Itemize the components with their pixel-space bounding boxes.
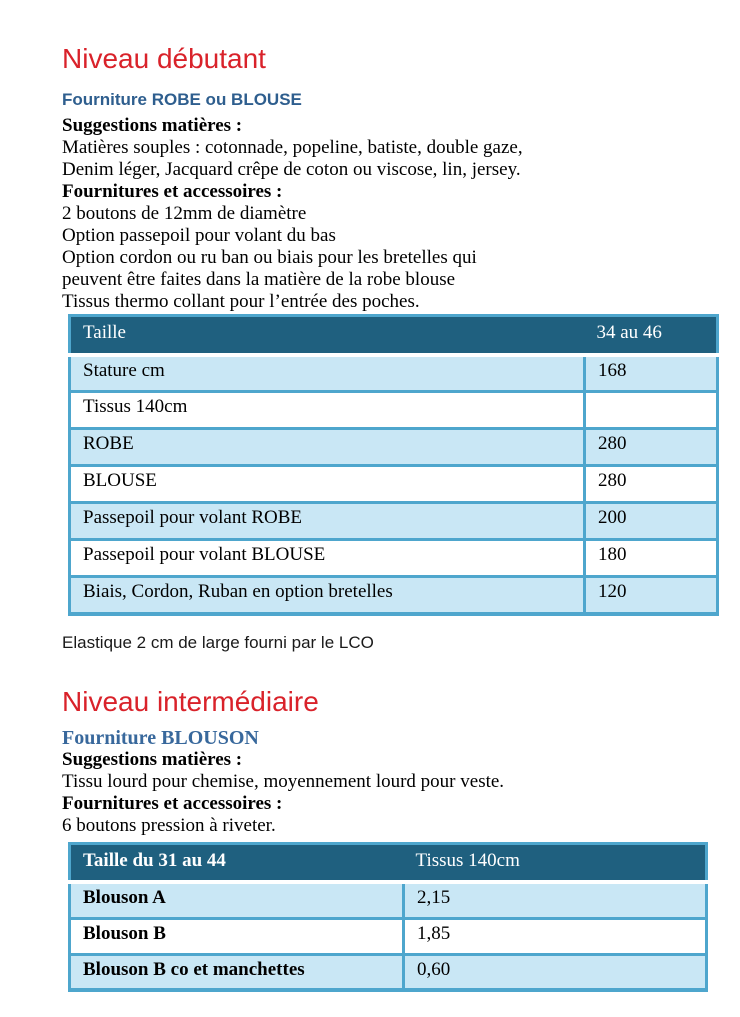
label-suggestions-matieres-2: Suggestions matières : [62,748,243,770]
subtitle-fourniture-blouson: Fourniture BLOUSON [62,726,259,749]
table-cell: Passepoil pour volant ROBE [70,503,585,540]
paragraph-intermediate [62,749,712,837]
paragraph-line: 2 boutons de 12mm de diamètre [62,203,307,224]
table-cell: 1,85 [404,918,707,954]
section-title-intermediate: Niveau intermédiaire [62,685,319,717]
table-row [70,355,718,392]
table-cell: 168 [585,355,718,392]
table-cell: ROBE [70,429,585,466]
table-blouson [68,842,708,993]
table-cell: Blouson B [70,918,404,954]
table-row [70,466,718,503]
table-row [70,392,718,429]
table-cell: 280 [585,429,718,466]
table-row [70,954,707,990]
section-intermediate [62,687,712,993]
table-cell: 280 [585,466,718,503]
table-row [70,882,707,918]
paragraph-line: Option cordon ou ru ban ou biais pour les bretelles qui [62,247,477,268]
table-cell: Tissus 140cm [70,392,585,429]
table-robe-blouse-body [70,355,718,614]
table-row [70,540,718,577]
table-robe-blouse [68,314,719,616]
table-header-row [70,316,718,355]
section-beginner [62,44,712,653]
table-cell: Biais, Cordon, Ruban en option bretelles [70,577,585,614]
table-cell: Passepoil pour volant BLOUSE [70,540,585,577]
table-header-row [70,843,707,882]
paragraph-beginner [62,115,712,313]
table-cell [585,392,718,429]
table-cell: 200 [585,503,718,540]
paragraph-line: 6 boutons pression à riveter. [62,814,276,836]
table-row [70,577,718,614]
table-cell: 120 [585,577,718,614]
label-fournitures-accessoires: Fournitures et accessoires : [62,181,283,202]
supplies-lines-2 [62,815,712,837]
table-row [70,503,718,540]
subtitle-fourniture-robe-blouse: Fourniture ROBE ou BLOUSE [62,90,302,109]
header-cell-tissus-140cm: Tissus 140cm [404,843,707,882]
materials-lines-2 [62,771,712,793]
table-cell: 0,60 [404,954,707,990]
table-cell: Blouson A [83,887,166,908]
table-blouson-body [70,882,707,990]
table-cell: Blouson B co et manchettes [70,954,404,990]
paragraph-line: Option passepoil pour volant du bas [62,225,336,246]
table-blouson-header [70,843,707,882]
paragraph-line: Denim léger, Jacquard crêpe de coton ou viscose, lin, jersey. [62,159,521,180]
header-cell-34-au-46: 34 au 46 [585,316,718,355]
paragraph-line: Tissu lourd pour chemise, moyennement lourd pour veste. [62,770,505,792]
table-cell: BLOUSE [70,466,585,503]
note-elastique: Elastique 2 cm de large fourni par le LCO [62,632,374,652]
table-cell: 180 [585,540,718,577]
materials-lines [62,137,712,181]
header-cell-taille: Taille [70,316,585,355]
table-row [70,429,718,466]
supplies-lines [62,203,712,313]
table-cell: Stature cm [83,359,165,381]
paragraph-line: Tissus thermo collant pour l’entrée des poches. [62,291,420,312]
table-row [70,918,707,954]
label-fournitures-accessoires-2: Fournitures et accessoires : [62,792,283,814]
paragraph-line: peuvent être faites dans la matière de la robe blouse [62,269,456,290]
table-robe-blouse-header [70,316,718,355]
label-suggestions-matieres: Suggestions matières : [62,115,243,136]
header-cell-taille-31-44: Taille du 31 au 44 [70,843,404,882]
table-cell: 2,15 [404,882,707,918]
section-title-beginner: Niveau débutant [62,43,266,74]
paragraph-line: Matières souples : cotonnade, popeline, batiste, double gaze, [62,137,523,158]
